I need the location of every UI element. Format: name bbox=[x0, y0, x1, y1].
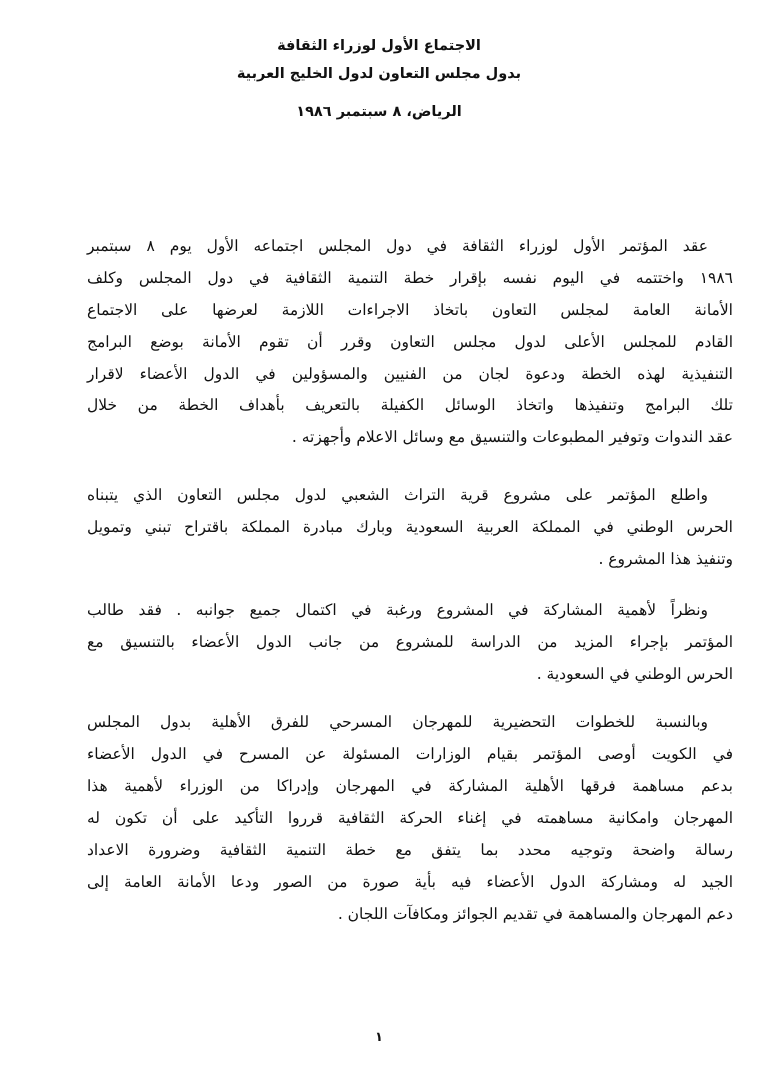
text-line: ونظراً لأهمية المشاركة في المشروع ورغبة في اكتمال جميع جوانبه . فقد طالب bbox=[87, 601, 708, 619]
text-line: التنفيذية لهذه الخطة ودعوة لجان من الفنيين والمسؤولين في الدول الأعضاء لاقرار bbox=[87, 365, 733, 383]
text-line: دعم المهرجان والمساهمة في تقديم الجوائز ومكافآت اللجان . bbox=[337, 905, 733, 923]
text-line: الحرس الوطني في السعودية . bbox=[536, 665, 733, 683]
text-line: ١٩٨٦ واختتمه في اليوم نفسه بإقرار خطة التنمية الثقافية في دول المجلس وكلف bbox=[87, 269, 733, 287]
text-line: القادم للمجلس الأعلى لدول مجلس التعاون وقرر أن تقوم الأمانة بوضع البرامج bbox=[87, 333, 733, 351]
title-line-2: بدول مجلس التعاون لدول الخليج العربية bbox=[236, 66, 522, 82]
text-line: المؤتمر بإجراء المزيد من الدراسة للمشروع من جانب الدول الأعضاء بالتنسيق مع bbox=[87, 633, 733, 651]
text-line: وتنفيذ هذا المشروع . bbox=[598, 550, 733, 568]
text-line: المهرجان وامكانية مساهمته في إغناء الحركة الثقافية قرروا التأكيد على أن تكون له bbox=[87, 809, 733, 827]
text-line: وبالنسبة للخطوات التحضيرية للمهرجان المسرحي للفرق الأهلية بدول المجلس bbox=[87, 713, 708, 731]
text-line: تلك البرامج وتنفيذها واتخاذ الوسائل الكفيلة بالتعريف بأهداف الخطة من خلال bbox=[87, 396, 733, 414]
text-line: الجيد له ومشاركة الدول الأعضاء فيه بأية صورة من الصور ودعا الأمانة العامة إلى bbox=[87, 873, 733, 891]
text-line: رسالة واضحة وتوجيه محدد بما يتفق مع خطة التنمية الثقافية وضرورة الاعداد bbox=[87, 841, 733, 859]
text-line: في الكويت أوصى المؤتمر بقيام الوزارات المسئولة عن المسرح في الدول الأعضاء bbox=[87, 745, 733, 763]
title-line-1: الاجتماع الأول لوزراء الثقافة bbox=[277, 38, 481, 54]
dateline: الرياض، ٨ سبتمبر ١٩٨٦ bbox=[296, 104, 462, 120]
text-line: واطلع المؤتمر على مشروع قرية التراث الشعبي لدول مجلس التعاون الذي يتبناه bbox=[87, 486, 709, 504]
text-line: بدعم مساهمة فرقها الأهلية المشاركة في المهرجان وإدراكا من الوزراء لأهمية هذا bbox=[87, 777, 733, 795]
text-line: الأمانة العامة لمجلس التعاون باتخاذ الاجراءات اللازمة لعرضها على الاجتماع bbox=[87, 301, 733, 319]
text-line: الحرس الوطني في المملكة العربية السعودية وبارك مبادرة المملكة باقتراح تبني وتمويل bbox=[87, 518, 733, 536]
text-line: عقد المؤتمر الأول لوزراء الثقافة في دول المجلس اجتماعه الأول يوم ٨ سبتمبر bbox=[87, 237, 708, 255]
text-line: عقد الندوات وتوفير المطبوعات والتنسيق مع وسائل الاعلام وأجهزته . bbox=[291, 428, 733, 446]
page-number: ١ bbox=[375, 1030, 383, 1045]
